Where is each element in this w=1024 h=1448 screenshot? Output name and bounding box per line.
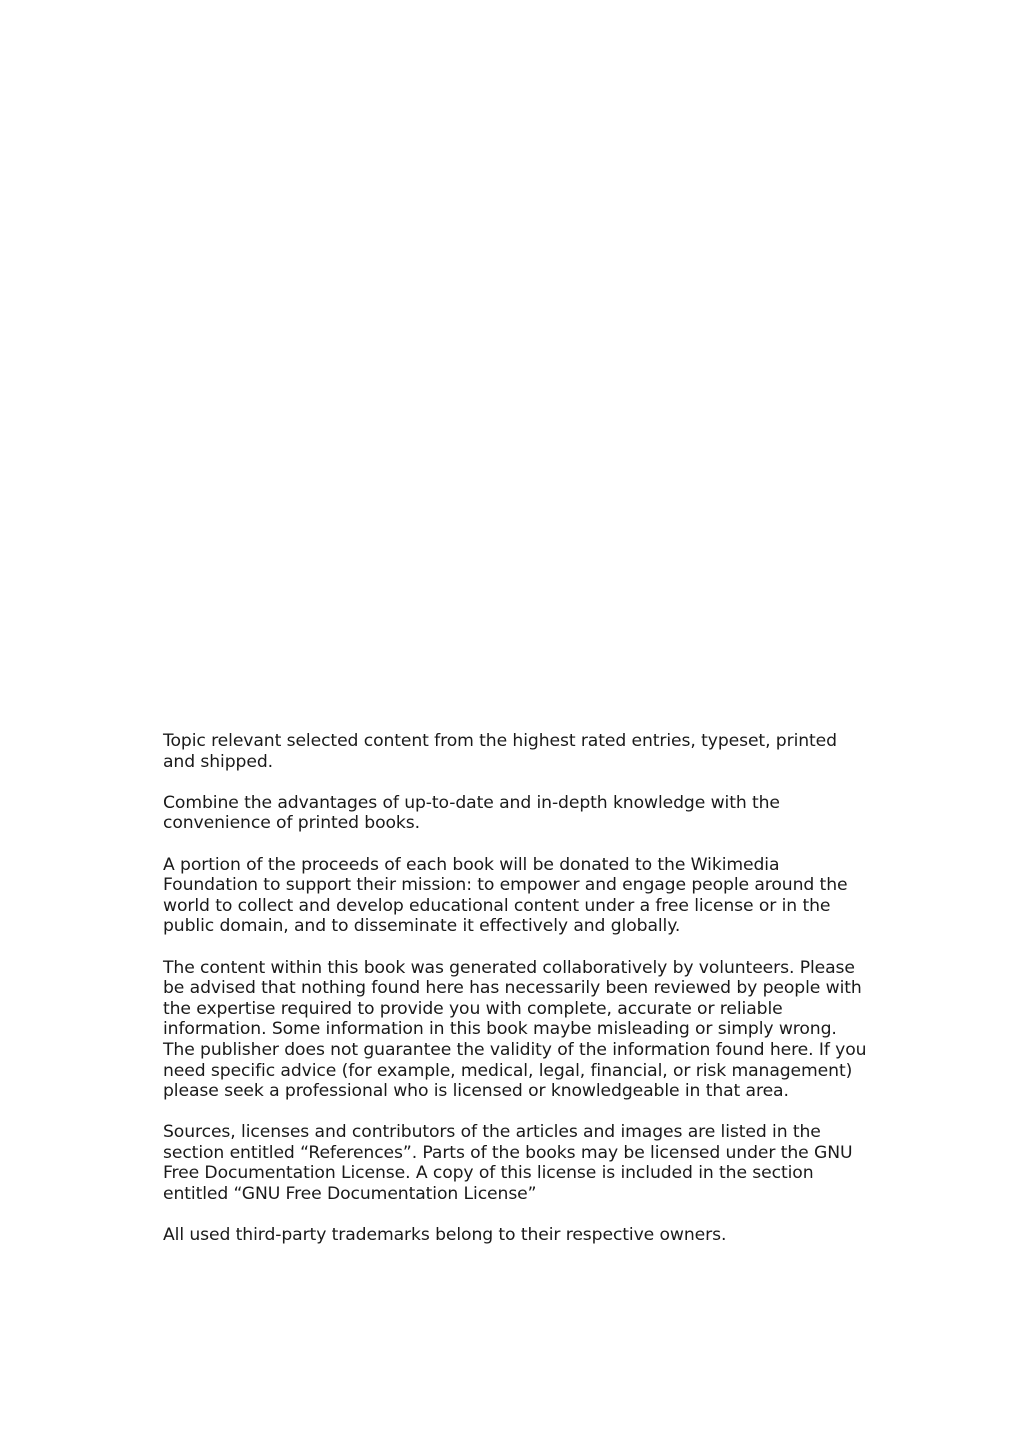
notice-paragraph-trademarks: All used third-party trademarks belong to their respective owners. bbox=[163, 1225, 727, 1246]
publisher-notice bbox=[163, 731, 868, 1246]
notice-paragraph-disclaimer: The content within this book was generated collaboratively by volunteers. Please be advised that nothing found here has necessarily been reviewed by people with the expertise required to provide you with complete, accurate or reliable information. Some information in this book maybe misleading or simply wrong. The publisher does not guarantee the validity of the information found here. If you need specific advice (for example, medical, legal, financial, or risk management) please seek a professional who is licensed or knowledgeable in that area. bbox=[163, 957, 867, 1102]
notice-paragraph-licenses: Sources, licenses and contributors of the articles and images are listed in the section entitled “References”. Parts of the books may be licensed under the GNU Free Documentation License. A copy of this license is included in the section entitled “GNU Free Documentation License” bbox=[163, 1122, 853, 1205]
notice-paragraph-donation: A portion of the proceeds of each book will be donated to the Wikimedia Foundation to support their mission: to empower and engage people around the world to collect and develop educational content under a free license or in the public domain, and to disseminate it effectively and globally. bbox=[163, 854, 848, 937]
notice-paragraph-content-selection: Topic relevant selected content from the highest rated entries, typeset, printed and shipped. bbox=[163, 731, 837, 772]
notice-paragraph-advantages: Combine the advantages of up-to-date and in-depth knowledge with the convenience of printed books. bbox=[163, 792, 780, 834]
